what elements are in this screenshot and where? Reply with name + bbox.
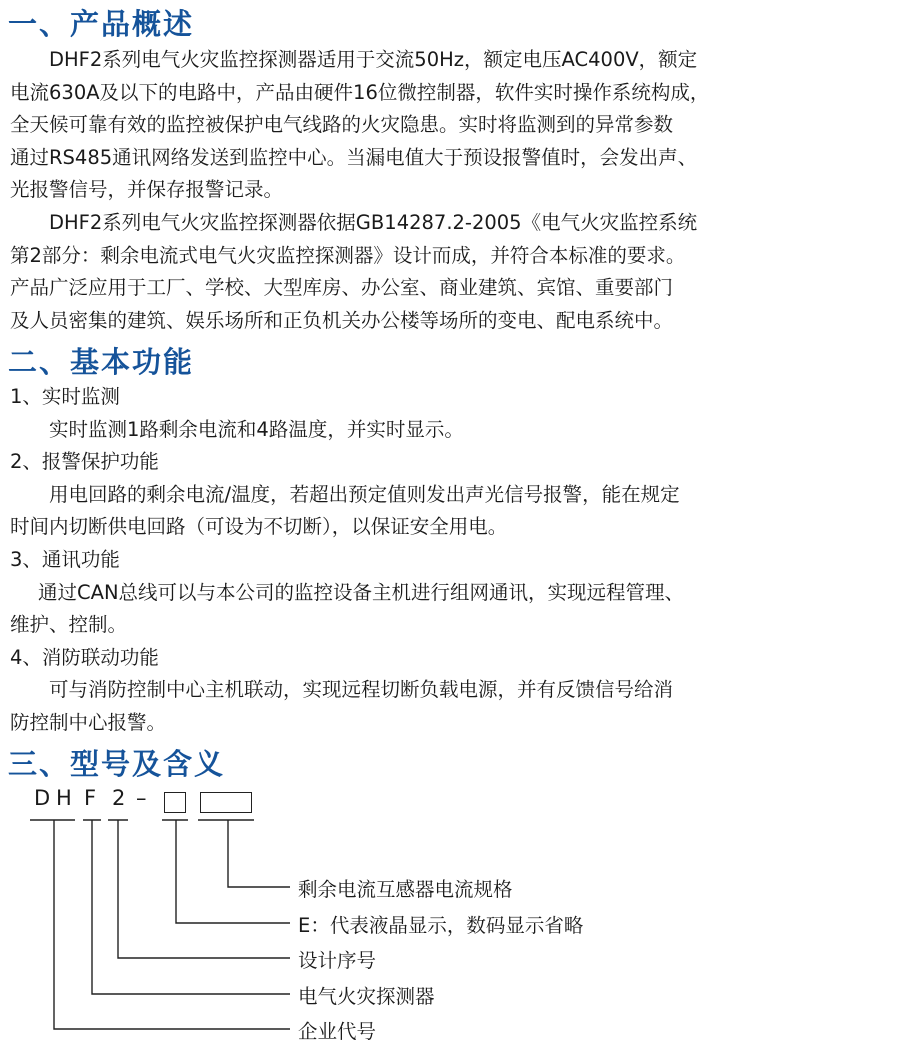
text-line: 产品广泛应用于工厂、学校、大型库房、办公室、商业建筑、宾馆、重要部门 — [10, 276, 674, 300]
text-line: 光报警信号，并保存报警记录。 — [10, 178, 284, 202]
text-line: 第2部分：剩余电流式电气火灾监控探测器》设计而成，并符合本标准的要求。 — [10, 243, 686, 267]
label-current-spec: 剩余电流互感器电流规格 — [298, 878, 513, 901]
section-functions-title: 二、基本功能 — [8, 345, 195, 379]
label-company-code: 企业代号 — [298, 1020, 377, 1043]
code-char-d: D — [34, 786, 51, 810]
section-overview-title: 一、产品概述 — [8, 7, 195, 41]
function-heading: 4、消防联动功能 — [10, 645, 159, 669]
text-line: DHF2系列电气火灾监控探测器依据GB14287.2-2005《电气火灾监控系统 — [49, 211, 698, 234]
text-line: 及人员密集的建筑、娱乐场所和正负机关办公楼等场所的变电、配电系统中。 — [10, 308, 674, 332]
text-line: 电流630A及以下的电路中，产品由硬件16位微控制器，软件实时操作系统构成， — [10, 80, 710, 104]
section-model-title: 三、型号及含义 — [8, 747, 226, 781]
function-heading: 3、通讯功能 — [10, 547, 120, 571]
function-text: 通过CAN总线可以与本公司的监控设备主机进行组网通讯，实现远程管理、 — [38, 580, 685, 604]
function-text: 实时监测1路剩余电流和4路温度，并实时显示。 — [49, 417, 464, 441]
code-char-2: 2 — [112, 786, 126, 810]
function-heading: 2、报警保护功能 — [10, 450, 159, 474]
function-text: 可与消防控制中心主机联动，实现远程切断负载电源，并有反馈信号给消 — [49, 678, 674, 702]
function-heading: 1、实时监测 — [10, 385, 120, 408]
label-detector: 电气火灾探测器 — [298, 985, 435, 1008]
label-display-type: E：代表液晶显示，数码显示省略 — [298, 914, 584, 937]
function-text: 防控制中心报警。 — [10, 710, 167, 734]
code-char-f: F — [84, 786, 97, 810]
label-design-no: 设计序号 — [298, 949, 377, 972]
function-text: 时间内切断供电回路（可设为不切断），以保证安全用电。 — [10, 515, 508, 539]
function-text: 用电回路的剩余电流/温度，若超出预定值则发出声光信号报警，能在规定 — [49, 482, 680, 506]
code-dash: – — [136, 786, 147, 810]
text-line: 全天候可靠有效的监控被保护电气线路的火灾隐患。实时将监测到的异常参数 — [10, 113, 674, 137]
text-line: 通过RS485通讯网络发送到监控中心。当漏电值大于预设报警值时，会发出声、 — [10, 145, 698, 169]
code-char-h: H — [56, 786, 72, 810]
text-line: DHF2系列电气火灾监控探测器适用于交流50Hz，额定电压AC400V，额定 — [49, 48, 698, 71]
function-text: 维护、控制。 — [10, 613, 128, 637]
